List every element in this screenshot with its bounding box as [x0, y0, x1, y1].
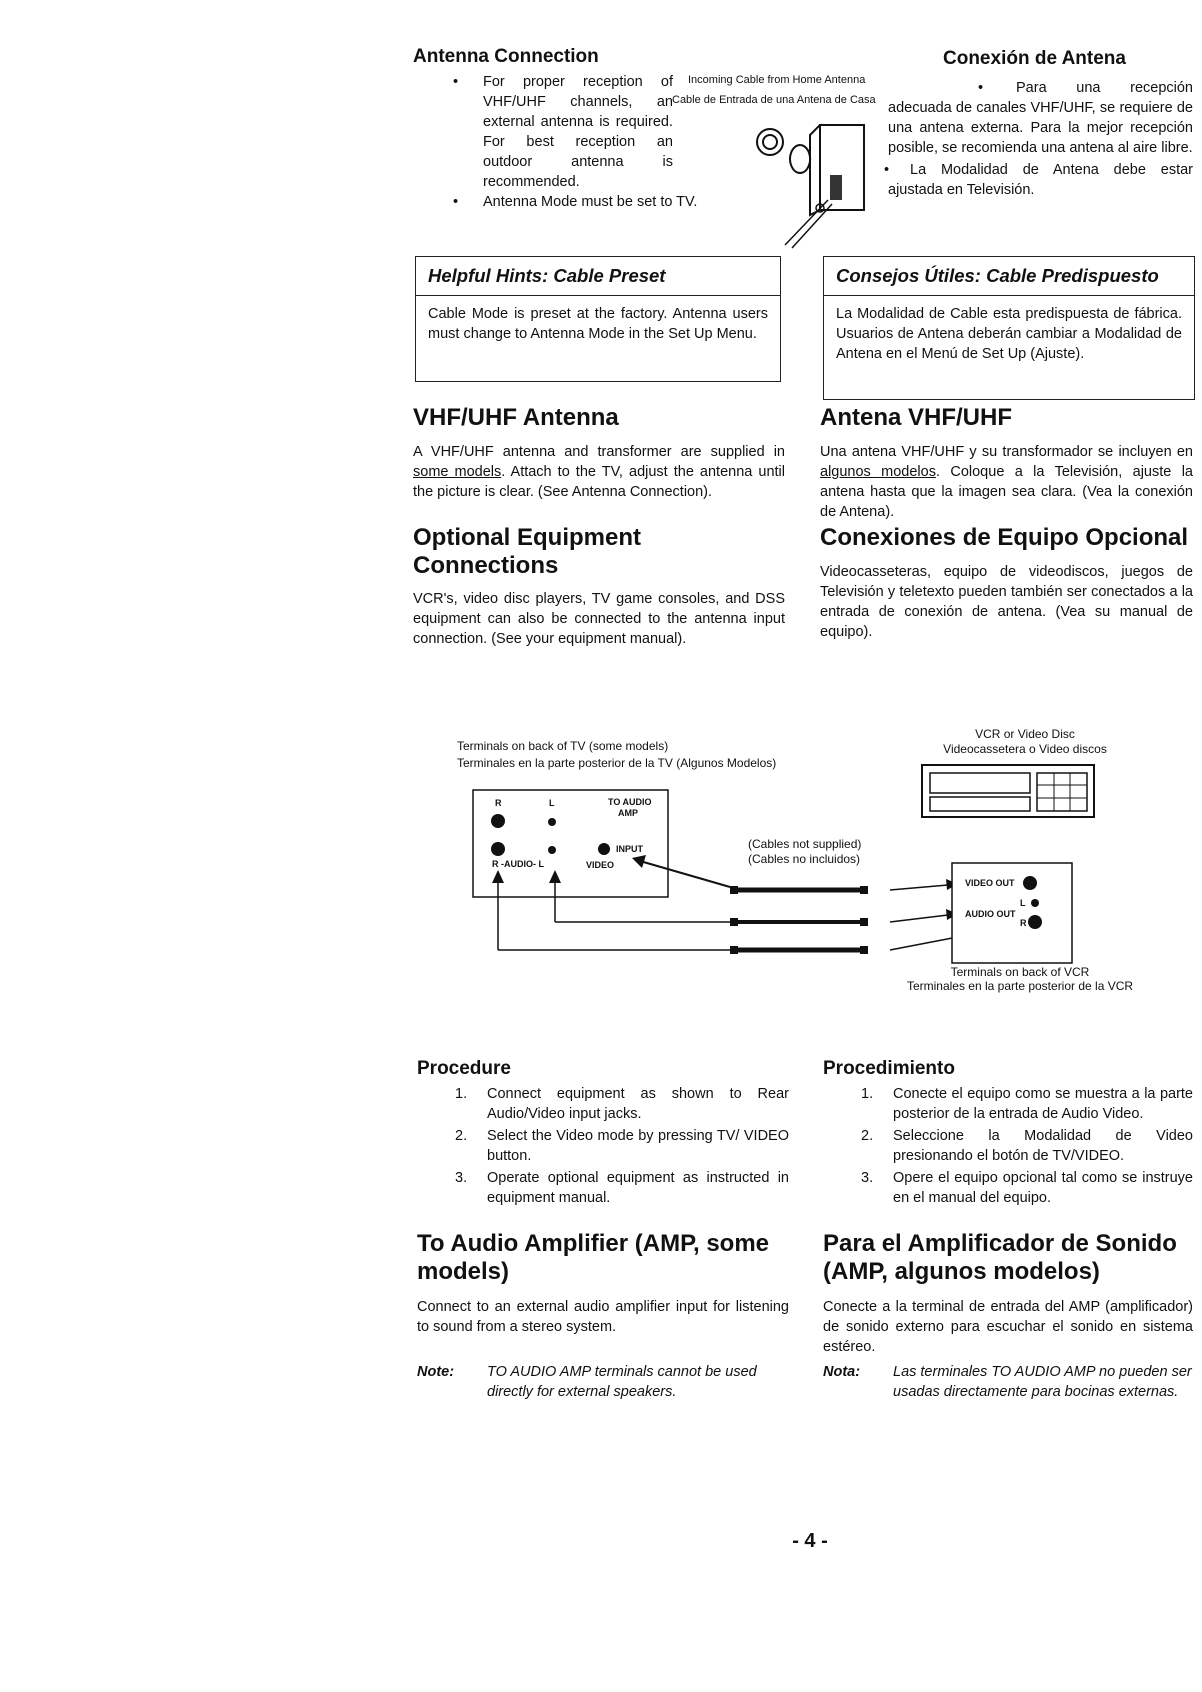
vhf-antenna-text: A VHF/UHF antenna and transformer are supplied in some models. Attach to the TV, adjust the antenna until the picture is clear. (See Antenna Connection).	[413, 443, 785, 500]
procedimiento-step: 3. Opere el equipo opcional tal como se instruye en el manual del equipo.	[861, 1170, 1193, 1206]
note-label: Note:	[417, 1364, 455, 1380]
connection-diagram	[440, 725, 1160, 995]
antenna-connector-drawing	[750, 120, 890, 250]
procedure-step: 1. Connect equipment as shown to Rear Audio/Video input jacks.	[455, 1086, 789, 1122]
procedimiento-steps	[823, 1084, 1193, 1208]
antenna-connection-heading: Antenna Connection	[413, 46, 599, 67]
cables-note-en: (Cables not supplied)	[748, 837, 862, 851]
audio-amp-en	[417, 1230, 789, 1337]
antena-vhf-text: Una antena VHF/UHF y su transformador se incluyen en algunos modelos. Coloque a la Televisión, ajuste la antena hasta que la imagen sea clara. (Vea la conexión de Antena).	[820, 443, 1193, 520]
tv-terminals-label-es: Terminales en la parte posterior de la TV (Algunos Modelos)	[457, 756, 777, 770]
conexion-antena-heading: Conexión de Antena	[943, 48, 1126, 69]
antenna-bullet-2: • Antenna Mode must be set to TV.	[413, 192, 733, 212]
audio-amp-es	[823, 1230, 1193, 1357]
consejos-utiles-title: Consejos Útiles: Cable Predispuesto	[824, 257, 1194, 296]
vcr-label-en: VCR or Video Disc	[975, 727, 1075, 741]
antenna-connection-es	[888, 48, 1193, 70]
antenna-es-bullet-1: Para una recepción adecuada de canales VHF/UHF, se requiere de una antena externa. Para la mejor recepción posible, se recomienda una antena al aire libre.	[888, 80, 1193, 156]
optional-equipment-text: VCR's, video disc players, TV game consoles, and DSS equipment can also be connected to the antenna input connection. (See your equipment manual).	[413, 591, 785, 648]
antenna-figure-label-en: Incoming Cable from Home Antenna	[688, 74, 866, 86]
algunos-modelos-link[interactable]: algunos modelos	[820, 463, 936, 480]
es-bullet-mark-2: •	[884, 162, 890, 178]
amplificador-heading: Para el Amplificador de Sonido (AMP, algunos modelos)	[823, 1230, 1177, 1285]
helpful-hints-title: Helpful Hints: Cable Preset	[416, 257, 780, 296]
audio-amp-heading: To Audio Amplifier (AMP, some models)	[417, 1230, 770, 1285]
procedimiento-step: 2. Seleccione la Modalidad de Video presionando el botón de TV/VIDEO.	[861, 1128, 1193, 1164]
some-models-link[interactable]: some models	[413, 463, 502, 480]
conexiones-equipo-text: Videocasseteras, equipo de videodiscos, juegos de Televisión y teletexto pueden también ser conectados a la entrada de conexión de antena. (Vea su manual de equipo).	[820, 563, 1193, 640]
amp-label: AMP	[618, 808, 638, 818]
vcr-r-label: R	[1020, 918, 1027, 928]
consejos-utiles-box	[823, 256, 1195, 400]
optional-equipment-en	[413, 524, 785, 649]
audio-amp-text: Connect to an external audio amplifier input for listening to sound from a stereo system.	[417, 1299, 789, 1336]
antenna-bullet-1: • For proper reception of VHF/UHF channels, an external antenna is required. For best reception an outdoor antenna is recommended.	[413, 72, 733, 192]
optional-equipment-heading: Optional Equipment Connections	[413, 524, 641, 579]
video-label: VIDEO	[586, 860, 615, 870]
helpful-hints-body: Cable Mode is preset at the factory. Antenna users must change to Antenna Mode in the Set Up Menu.	[428, 306, 768, 342]
to-audio-label: TO AUDIO	[608, 797, 652, 807]
amplificador-note	[823, 1362, 1193, 1402]
input-label: INPUT	[616, 844, 643, 854]
panel-l-label: L	[549, 798, 555, 808]
nota-text: Las terminales TO AUDIO AMP no pueden ser usadas directamente para bocinas externas.	[893, 1364, 1192, 1400]
antenna-figure-label-es: Cable de Entrada de una Antena de Casa	[672, 94, 876, 106]
vhf-antenna-heading: VHF/UHF Antenna	[413, 404, 619, 431]
vcr-terminals-label-es: Terminales en la parte posterior de la VCR	[906, 979, 1134, 993]
procedure-es	[823, 1058, 1193, 1210]
audio-out-label: AUDIO OUT	[965, 909, 1016, 919]
conexiones-equipo-heading: Conexiones de Equipo Opcional	[820, 524, 1189, 551]
amplificador-text: Conecte a la terminal de entrada del AMP (amplificador) de sonido externo para escuchar el sonido en sistema estéreo.	[823, 1299, 1193, 1356]
antenna-es-bullet-2: La Modalidad de Antena debe estar ajustada en Televisión.	[888, 162, 1193, 198]
vcr-label-es: Videocassetera o Video discos	[943, 742, 1107, 756]
procedure-en	[417, 1058, 789, 1210]
page-number: - 4 -	[792, 1530, 828, 1552]
optional-equipment-es	[820, 524, 1193, 642]
antenna-connection-es-body	[884, 78, 1193, 200]
es-bullet-mark-1: •	[978, 80, 984, 96]
panel-r-label: R	[495, 798, 502, 808]
procedure-heading: Procedure	[417, 1058, 511, 1079]
nota-label: Nota:	[823, 1364, 861, 1380]
video-out-label: VIDEO OUT	[965, 878, 1015, 888]
audio-amp-note	[417, 1362, 789, 1402]
procedure-step: 2. Select the Video mode by pressing TV/ VIDEO button.	[455, 1128, 789, 1164]
procedure-steps	[417, 1084, 789, 1208]
vhf-antenna-en	[413, 404, 785, 502]
procedure-step: 3. Operate optional equipment as instructed in equipment manual.	[455, 1170, 789, 1206]
consejos-utiles-body: La Modalidad de Cable esta predispuesta de fábrica. Usuarios de Antena deberán cambiar a Modalidad de Antena en el Menú de Set Up (Ajuste).	[836, 306, 1182, 362]
procedimiento-step: 1. Conecte el equipo como se muestra a la parte posterior de la entrada de Audio Video.	[861, 1086, 1193, 1122]
cables-note-es: (Cables no incluidos)	[748, 852, 861, 866]
note-text: TO AUDIO AMP terminals cannot be used directly for external speakers.	[487, 1364, 757, 1400]
vcr-terminals-label-en: Terminals on back of VCR	[950, 965, 1090, 979]
helpful-hints-box	[415, 256, 781, 382]
audio-rl-label: R -AUDIO- L	[492, 859, 544, 869]
tv-terminals-label-en: Terminals on back of TV (some models)	[457, 739, 669, 753]
vhf-antenna-es	[820, 404, 1193, 522]
antena-vhf-heading: Antena VHF/UHF	[820, 404, 1012, 431]
vcr-l-label: L	[1020, 898, 1026, 908]
procedimiento-heading: Procedimiento	[823, 1058, 955, 1079]
